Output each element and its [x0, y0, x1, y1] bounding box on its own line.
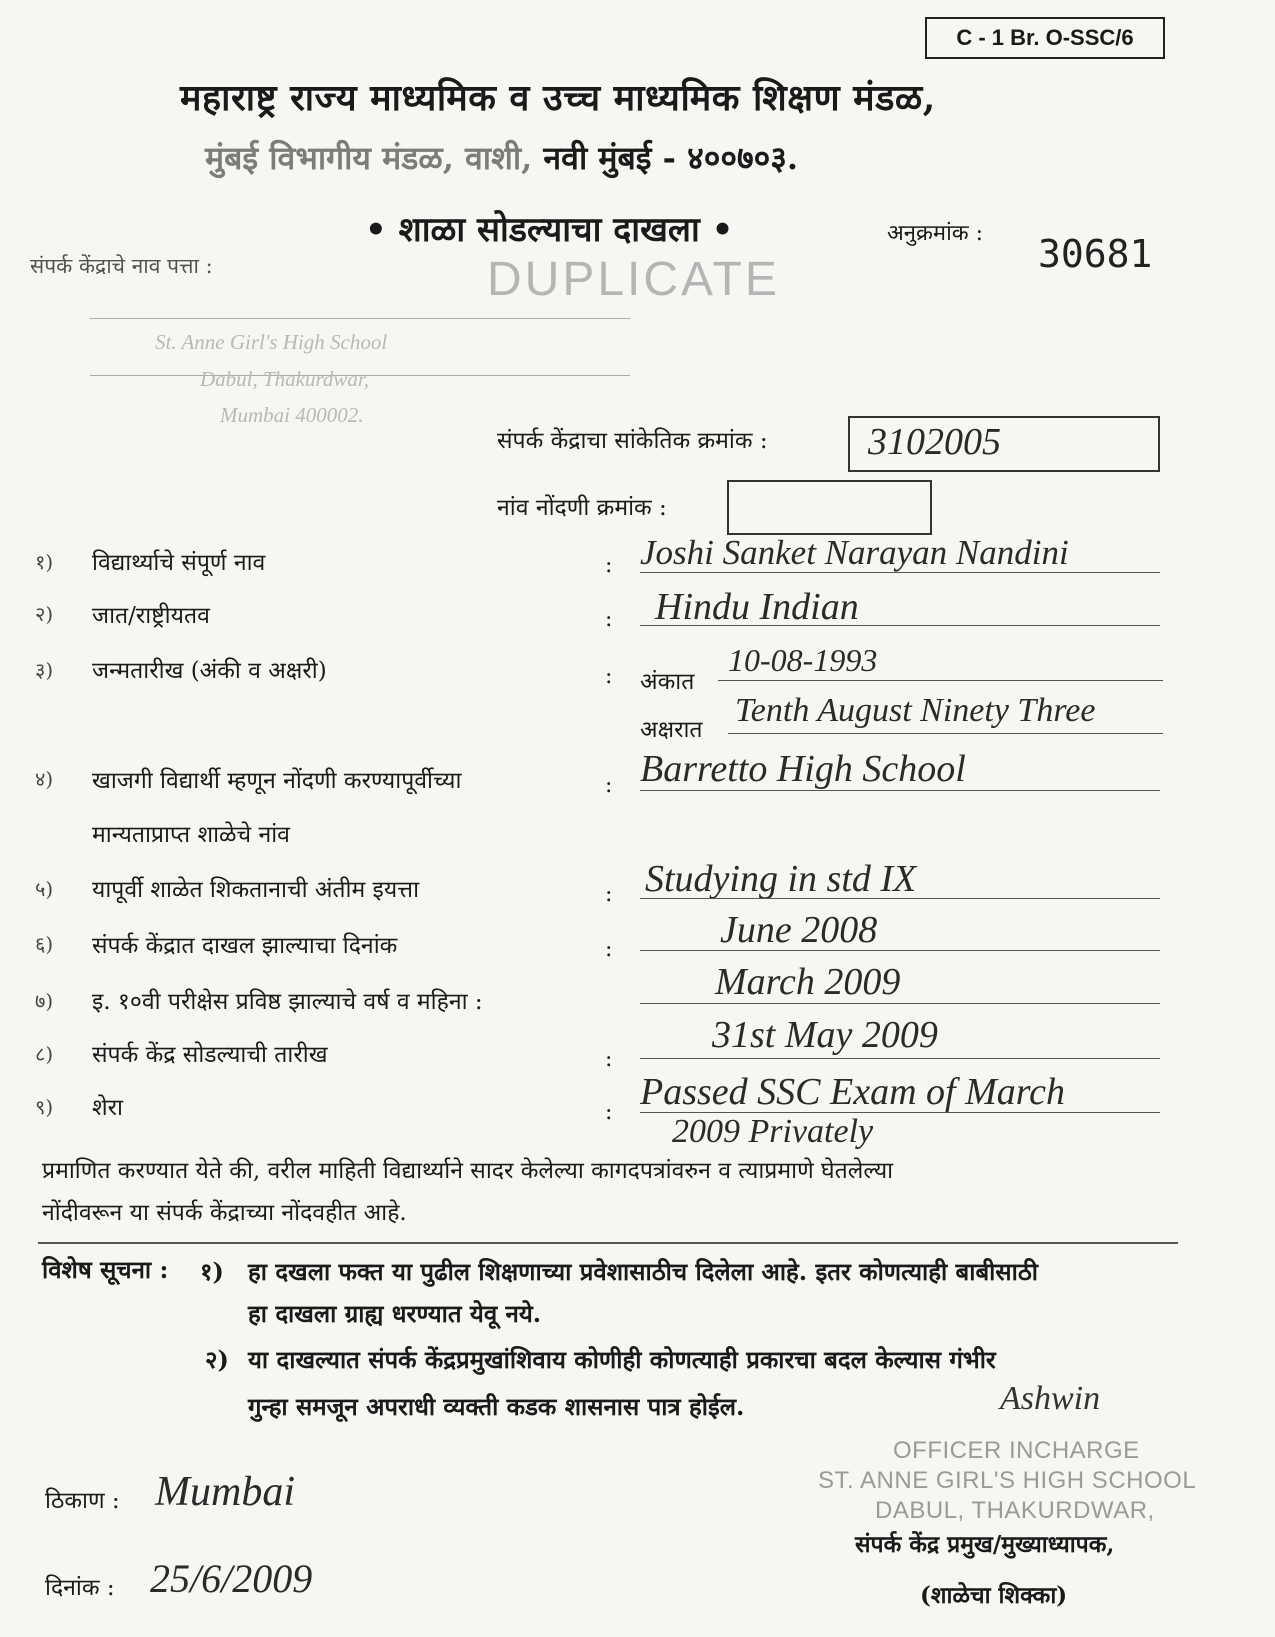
certificate-title: • शाळा सोडल्याचा दाखला •	[365, 210, 734, 250]
field-9-number: ९)	[35, 1095, 54, 1119]
field-1-label: विद्यार्थ्याचे संपूर्ण नाव	[92, 550, 266, 576]
divisional-board	[205, 136, 798, 179]
field-4-number: ४)	[35, 767, 54, 791]
field-8-value: 31st May 2009	[712, 1014, 938, 1056]
field-4-label-2: मान्यताप्राप्त शाळेचे नांव	[92, 822, 290, 848]
field-5-label: यापूर्वी शाळेत शिकतानाची अंतीम इयत्ता	[92, 877, 420, 903]
center-code-value: 3102005	[868, 421, 1001, 463]
field-4-label: खाजगी विद्यार्थी म्हणून नोंदणी करण्यापूर्वीच्या	[92, 768, 462, 794]
note-1-line-2: हा दाखला ग्राह्य धरण्यात येवू नये.	[248, 1299, 542, 1328]
date-label: दिनांक :	[45, 1575, 115, 1601]
field-3-number: ३)	[35, 658, 54, 682]
dob-digits-value: 10-08-1993	[728, 642, 878, 678]
field-2-label: जात/राष्ट्रीयतव	[92, 603, 210, 629]
field-5-line	[640, 898, 1160, 899]
school-stamp-line-2: Dabul, Thakurdwar,	[200, 367, 369, 391]
certification-line-1: प्रमाणित करण्यात येते की, वरील माहिती विद्यार्थ्याने सादर केलेल्या कागदपत्रांवरुन व त्याप्रमाणे घेतलेल्या	[42, 1158, 894, 1184]
field-6-line	[640, 950, 1160, 951]
field-8-colon: :	[605, 1047, 613, 1072]
dob-words-label: अक्षरात	[640, 717, 703, 743]
place-label: ठिकाण :	[45, 1488, 120, 1514]
field-6-colon: :	[605, 937, 613, 962]
field-2-value: Hindu Indian	[655, 586, 859, 628]
field-7-line	[640, 1003, 1160, 1004]
field-6-value: June 2008	[720, 909, 878, 951]
notes-heading: विशेष सूचना :	[42, 1255, 169, 1284]
field-1-value: Joshi Sanket Narayan Nandini	[640, 533, 1069, 572]
field-5-number: ५)	[35, 877, 54, 901]
field-8-number: ८)	[35, 1042, 54, 1066]
note-2-number: २)	[205, 1345, 229, 1374]
note-1-number: १)	[200, 1257, 224, 1286]
field-8-label: संपर्क केंद्र सोडल्याची तारीख	[92, 1042, 328, 1068]
serial-number: 30681	[1038, 232, 1153, 276]
field-1-number: १)	[35, 550, 54, 574]
registration-label: नांव नोंदणी क्रमांक :	[497, 495, 667, 521]
field-3-colon: :	[605, 664, 613, 689]
dob-words-line	[728, 733, 1163, 734]
dob-digits-line	[718, 680, 1163, 681]
divisional-board-faint: मुंबई विभागीय मंडळ, वाशी,	[205, 139, 533, 177]
field-2-number: २)	[35, 602, 54, 626]
officer-stamp-line-2: ST. ANNE GIRL'S HIGH SCHOOL	[818, 1467, 1197, 1494]
duplicate-stamp: DUPLICATE	[487, 253, 780, 306]
field-2-line	[640, 625, 1160, 626]
field-5-colon: :	[605, 882, 613, 907]
field-3-label: जन्मतारीख (अंकी व अक्षरी)	[92, 658, 327, 684]
center-code-label: संपर्क केंद्राचा सांकेतिक क्रमांक :	[497, 428, 768, 454]
school-stamp-line-3: Mumbai 400002.	[220, 403, 364, 427]
serial-label: अनुक्रमांक :	[887, 221, 984, 246]
date-value: 25/6/2009	[150, 1556, 313, 1601]
field-6-label: संपर्क केंद्रात दाखल झाल्याचा दिनांक	[92, 933, 398, 959]
board-name: महाराष्ट्र राज्य माध्यमिक व उच्च माध्यमिक शिक्षण मंडळ,	[180, 77, 936, 119]
note-2-line-1: या दाखल्यात संपर्क केंद्रप्रमुखांशिवाय कोणीही कोणत्याही प्रकारचा बदल केल्यास गंभीर	[248, 1345, 996, 1374]
dob-digits-label: अंकात	[640, 669, 695, 695]
field-5-value: Studying in std IX	[645, 858, 917, 900]
place-value: Mumbai	[155, 1469, 295, 1515]
field-4-colon: :	[605, 773, 613, 798]
field-4-value: Barretto High School	[640, 748, 966, 790]
officer-signature: Ashwin	[1000, 1380, 1101, 1417]
divisional-board-address: नवी मुंबई - ४००७०३.	[543, 139, 799, 177]
note-1-line-1: हा दखला फक्त या पुढील शिक्षणाच्या प्रवेशासाठीच दिलेला आहे. इतर कोणत्याही बाबीसाठी	[248, 1257, 1038, 1286]
address-line-1	[90, 318, 630, 319]
field-7-label: इ. १०वी परीक्षेस प्रविष्ठ झाल्याचे वर्ष व महिना :	[92, 989, 483, 1015]
field-1-colon: :	[605, 553, 613, 578]
field-4-line	[640, 790, 1160, 791]
registration-box	[727, 480, 932, 535]
field-9-label: शेरा	[92, 1095, 124, 1121]
field-7-number: ७)	[35, 989, 54, 1013]
school-seal-label: (शाळेचा शिक्का)	[920, 1582, 1068, 1609]
form-code-box: C - 1 Br. O-SSC/6	[925, 17, 1165, 59]
field-7-value: March 2009	[715, 961, 901, 1003]
officer-stamp-line-3: DABUL, THAKURDWAR,	[875, 1497, 1155, 1524]
field-8-line	[640, 1058, 1160, 1059]
contact-center-label: संपर्क केंद्राचे नाव पत्ता :	[30, 254, 213, 278]
notes-divider	[38, 1242, 1178, 1244]
field-1-line	[640, 572, 1160, 573]
field-9-value: Passed SSC Exam of March	[640, 1071, 1065, 1113]
field-2-colon: :	[605, 607, 613, 632]
field-9-value-2: 2009 Privately	[672, 1113, 874, 1150]
dob-words-value: Tenth August Ninety Three	[735, 692, 1096, 729]
signatory-title: संपर्क केंद्र प्रमुख/मुख्याध्यापक,	[855, 1531, 1115, 1558]
field-6-number: ६)	[35, 932, 54, 956]
officer-stamp-line-1: OFFICER INCHARGE	[893, 1437, 1140, 1464]
field-9-colon: :	[605, 1100, 613, 1125]
certification-line-2: नोंदीवरून या संपर्क केंद्राच्या नोंदवहीत आहे.	[42, 1200, 407, 1226]
school-stamp-line-1: St. Anne Girl's High School	[155, 330, 388, 354]
note-2-line-2: गुन्हा समजून अपराधी व्यक्ती कडक शासनास पात्र होईल.	[248, 1392, 745, 1421]
